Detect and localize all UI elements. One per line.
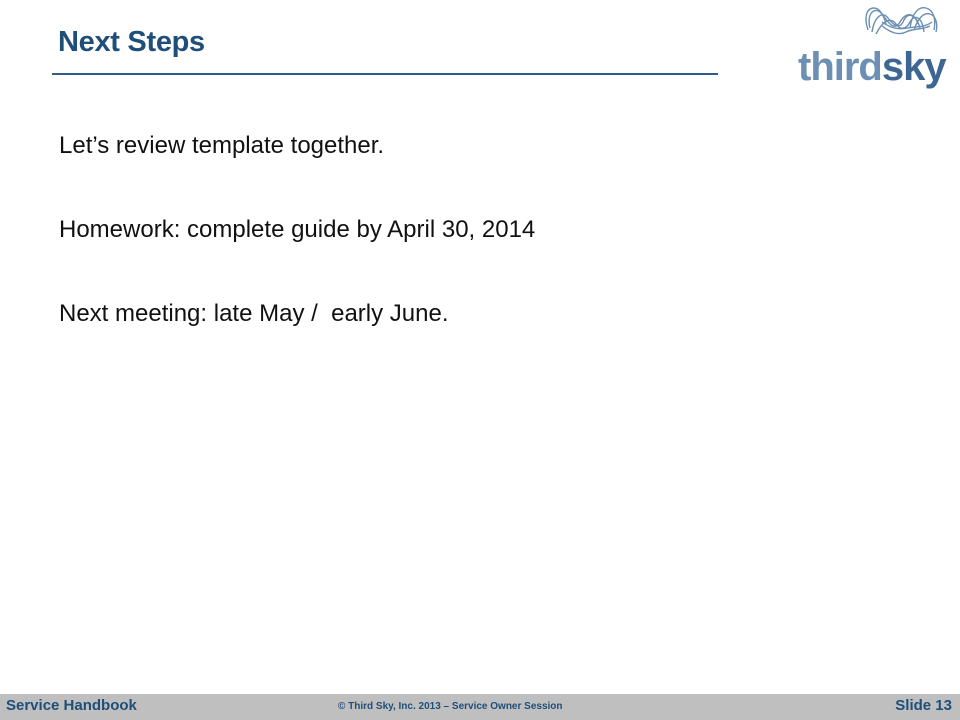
- thirdsky-logo: [790, 2, 955, 94]
- footer-handbook-label: Service Handbook: [6, 697, 137, 714]
- sound-wave-loops-icon: [866, 8, 937, 34]
- logo-wordmark: [798, 45, 947, 89]
- title-underline: [52, 73, 718, 75]
- list-item: Homework: complete guide by April 30, 2014: [59, 216, 536, 243]
- body-list: [59, 130, 919, 382]
- slide-title: Next Steps: [58, 26, 205, 58]
- list-item: Next meeting: late May / early June.: [59, 300, 449, 327]
- footer-bar: [0, 694, 960, 720]
- list-item: Let’s review template together.: [59, 132, 385, 159]
- slide-number: Slide 13: [895, 697, 952, 714]
- footer-copyright: © Third Sky, Inc. 2013 – Service Owner Session: [338, 701, 563, 712]
- logo-text-sky: sky: [881, 45, 946, 89]
- logo-text-third: third: [798, 45, 882, 89]
